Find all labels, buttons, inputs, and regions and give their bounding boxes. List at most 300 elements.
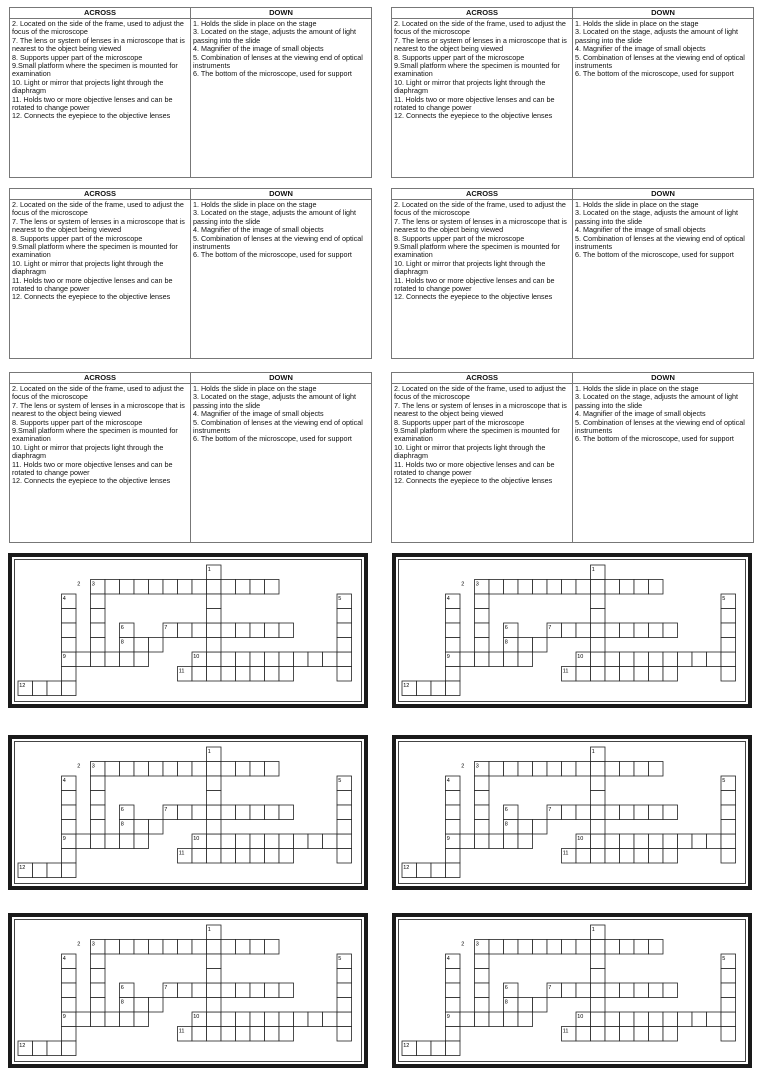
crossword-cell[interactable]	[163, 580, 178, 595]
crossword-cell[interactable]	[620, 805, 635, 820]
crossword-cell[interactable]	[721, 652, 736, 667]
crossword-cell[interactable]	[192, 849, 207, 864]
crossword-cell[interactable]	[236, 652, 251, 667]
crossword-cell[interactable]	[446, 791, 461, 806]
crossword-cell[interactable]	[446, 863, 461, 878]
crossword-cell[interactable]	[279, 834, 294, 849]
crossword-cell[interactable]	[446, 667, 461, 682]
crossword-cell[interactable]	[591, 954, 606, 969]
crossword-cell[interactable]	[337, 969, 352, 984]
crossword-cell[interactable]	[134, 820, 149, 835]
crossword-cell[interactable]	[207, 983, 222, 998]
crossword-cell[interactable]	[250, 849, 265, 864]
crossword-cell[interactable]	[721, 1012, 736, 1027]
crossword-cell[interactable]	[149, 762, 164, 777]
crossword-cell[interactable]	[620, 983, 635, 998]
crossword-cell[interactable]	[721, 834, 736, 849]
crossword-cell[interactable]	[518, 940, 533, 955]
crossword-cell[interactable]	[663, 1012, 678, 1027]
crossword-cell[interactable]	[207, 1027, 222, 1042]
crossword-cell[interactable]	[504, 1012, 519, 1027]
crossword-cell[interactable]	[721, 820, 736, 835]
crossword-cell[interactable]	[105, 652, 120, 667]
crossword-cell[interactable]	[149, 998, 164, 1013]
crossword-cell[interactable]	[337, 1027, 352, 1042]
crossword-cell[interactable]	[620, 1012, 635, 1027]
crossword-cell[interactable]	[76, 1012, 91, 1027]
crossword-cell[interactable]	[178, 940, 193, 955]
crossword-cell[interactable]	[33, 1041, 48, 1056]
crossword-cell[interactable]	[134, 580, 149, 595]
crossword-cell[interactable]	[605, 762, 620, 777]
crossword-cell[interactable]	[250, 805, 265, 820]
crossword-cell[interactable]	[605, 834, 620, 849]
crossword-cell[interactable]	[620, 1027, 635, 1042]
crossword-cell[interactable]	[562, 940, 577, 955]
crossword-cell[interactable]	[721, 983, 736, 998]
crossword-cell[interactable]	[605, 1012, 620, 1027]
crossword-cell[interactable]	[62, 983, 77, 998]
crossword-cell[interactable]	[605, 667, 620, 682]
crossword-cell[interactable]	[576, 983, 591, 998]
crossword-cell[interactable]	[591, 776, 606, 791]
crossword-cell[interactable]	[207, 762, 222, 777]
crossword-cell[interactable]	[47, 863, 62, 878]
crossword-cell[interactable]	[620, 762, 635, 777]
crossword-cell[interactable]	[178, 623, 193, 638]
crossword-cell[interactable]	[308, 834, 323, 849]
crossword-cell[interactable]	[91, 791, 106, 806]
crossword-cell[interactable]	[649, 667, 664, 682]
crossword-cell[interactable]	[250, 762, 265, 777]
crossword-cell[interactable]	[475, 969, 490, 984]
crossword-cell[interactable]	[207, 667, 222, 682]
crossword-cell[interactable]	[250, 580, 265, 595]
crossword-cell[interactable]	[663, 1027, 678, 1042]
crossword-cell[interactable]	[250, 1027, 265, 1042]
crossword-cell[interactable]	[649, 580, 664, 595]
crossword-cell[interactable]	[134, 638, 149, 653]
crossword-cell[interactable]	[446, 998, 461, 1013]
crossword-cell[interactable]	[337, 983, 352, 998]
crossword-cell[interactable]	[76, 834, 91, 849]
crossword-cell[interactable]	[678, 834, 693, 849]
crossword-cell[interactable]	[518, 998, 533, 1013]
crossword-cell[interactable]	[576, 1027, 591, 1042]
crossword-cell[interactable]	[446, 638, 461, 653]
crossword-cell[interactable]	[649, 983, 664, 998]
crossword-cell[interactable]	[134, 998, 149, 1013]
crossword-cell[interactable]	[91, 1012, 106, 1027]
crossword-cell[interactable]	[236, 667, 251, 682]
crossword-cell[interactable]	[163, 940, 178, 955]
crossword-cell[interactable]	[279, 983, 294, 998]
crossword-cell[interactable]	[192, 623, 207, 638]
crossword-cell[interactable]	[207, 594, 222, 609]
crossword-cell[interactable]	[105, 834, 120, 849]
crossword-cell[interactable]	[475, 983, 490, 998]
crossword-cell[interactable]	[207, 998, 222, 1013]
crossword-cell[interactable]	[707, 834, 722, 849]
crossword-cell[interactable]	[504, 940, 519, 955]
crossword-cell[interactable]	[178, 762, 193, 777]
crossword-cell[interactable]	[504, 580, 519, 595]
crossword-cell[interactable]	[591, 1012, 606, 1027]
crossword-cell[interactable]	[221, 580, 236, 595]
crossword-cell[interactable]	[250, 652, 265, 667]
crossword-cell[interactable]	[337, 667, 352, 682]
crossword-cell[interactable]	[294, 652, 309, 667]
crossword-cell[interactable]	[105, 762, 120, 777]
crossword-cell[interactable]	[576, 580, 591, 595]
crossword-cell[interactable]	[605, 1027, 620, 1042]
crossword-cell[interactable]	[692, 652, 707, 667]
crossword-cell[interactable]	[33, 863, 48, 878]
crossword-cell[interactable]	[221, 667, 236, 682]
crossword-cell[interactable]	[446, 969, 461, 984]
crossword-cell[interactable]	[446, 623, 461, 638]
crossword-cell[interactable]	[663, 849, 678, 864]
crossword-cell[interactable]	[475, 954, 490, 969]
crossword-cell[interactable]	[634, 652, 649, 667]
crossword-cell[interactable]	[576, 762, 591, 777]
crossword-cell[interactable]	[337, 1012, 352, 1027]
crossword-cell[interactable]	[236, 1027, 251, 1042]
crossword-cell[interactable]	[446, 805, 461, 820]
crossword-cell[interactable]	[620, 623, 635, 638]
crossword-cell[interactable]	[576, 849, 591, 864]
crossword-cell[interactable]	[308, 1012, 323, 1027]
crossword-cell[interactable]	[62, 969, 77, 984]
crossword-cell[interactable]	[562, 580, 577, 595]
crossword-cell[interactable]	[308, 652, 323, 667]
crossword-cell[interactable]	[62, 791, 77, 806]
crossword-cell[interactable]	[207, 652, 222, 667]
crossword-cell[interactable]	[120, 580, 135, 595]
crossword-cell[interactable]	[591, 820, 606, 835]
crossword-cell[interactable]	[634, 1027, 649, 1042]
crossword-cell[interactable]	[265, 805, 280, 820]
crossword-cell[interactable]	[475, 623, 490, 638]
crossword-cell[interactable]	[279, 849, 294, 864]
crossword-cell[interactable]	[221, 983, 236, 998]
crossword-cell[interactable]	[721, 638, 736, 653]
crossword-cell[interactable]	[265, 623, 280, 638]
crossword-cell[interactable]	[489, 1012, 504, 1027]
crossword-cell[interactable]	[649, 805, 664, 820]
crossword-cell[interactable]	[446, 849, 461, 864]
crossword-cell[interactable]	[721, 623, 736, 638]
crossword-cell[interactable]	[178, 580, 193, 595]
crossword-cell[interactable]	[489, 940, 504, 955]
crossword-cell[interactable]	[250, 940, 265, 955]
crossword-cell[interactable]	[446, 1041, 461, 1056]
crossword-cell[interactable]	[489, 762, 504, 777]
crossword-cell[interactable]	[221, 805, 236, 820]
crossword-cell[interactable]	[221, 652, 236, 667]
crossword-cell[interactable]	[337, 609, 352, 624]
crossword-cell[interactable]	[504, 834, 519, 849]
crossword-cell[interactable]	[591, 623, 606, 638]
crossword-cell[interactable]	[207, 776, 222, 791]
crossword-cell[interactable]	[337, 820, 352, 835]
crossword-cell[interactable]	[591, 667, 606, 682]
crossword-cell[interactable]	[91, 820, 106, 835]
crossword-cell[interactable]	[605, 652, 620, 667]
crossword-cell[interactable]	[192, 805, 207, 820]
crossword-cell[interactable]	[576, 623, 591, 638]
crossword-cell[interactable]	[533, 998, 548, 1013]
crossword-cell[interactable]	[236, 580, 251, 595]
crossword-cell[interactable]	[91, 805, 106, 820]
crossword-cell[interactable]	[489, 834, 504, 849]
crossword-cell[interactable]	[605, 940, 620, 955]
crossword-cell[interactable]	[337, 805, 352, 820]
crossword-cell[interactable]	[62, 667, 77, 682]
crossword-cell[interactable]	[265, 849, 280, 864]
crossword-cell[interactable]	[91, 998, 106, 1013]
crossword-cell[interactable]	[178, 805, 193, 820]
crossword-cell[interactable]	[236, 805, 251, 820]
crossword-cell[interactable]	[591, 1027, 606, 1042]
crossword-cell[interactable]	[649, 652, 664, 667]
crossword-cell[interactable]	[591, 652, 606, 667]
crossword-cell[interactable]	[721, 849, 736, 864]
crossword-cell[interactable]	[207, 638, 222, 653]
crossword-cell[interactable]	[649, 623, 664, 638]
crossword-cell[interactable]	[475, 805, 490, 820]
crossword-cell[interactable]	[265, 1027, 280, 1042]
crossword-cell[interactable]	[634, 940, 649, 955]
crossword-cell[interactable]	[678, 652, 693, 667]
crossword-cell[interactable]	[250, 834, 265, 849]
crossword-cell[interactable]	[518, 762, 533, 777]
crossword-cell[interactable]	[250, 983, 265, 998]
crossword-cell[interactable]	[475, 834, 490, 849]
crossword-cell[interactable]	[620, 834, 635, 849]
crossword-cell[interactable]	[562, 762, 577, 777]
crossword-cell[interactable]	[591, 940, 606, 955]
crossword-cell[interactable]	[591, 834, 606, 849]
crossword-cell[interactable]	[489, 652, 504, 667]
crossword-cell[interactable]	[192, 667, 207, 682]
crossword-cell[interactable]	[518, 820, 533, 835]
crossword-cell[interactable]	[178, 983, 193, 998]
crossword-cell[interactable]	[207, 1012, 222, 1027]
crossword-cell[interactable]	[634, 623, 649, 638]
crossword-cell[interactable]	[337, 638, 352, 653]
crossword-cell[interactable]	[265, 940, 280, 955]
crossword-cell[interactable]	[649, 834, 664, 849]
crossword-cell[interactable]	[250, 623, 265, 638]
crossword-cell[interactable]	[265, 834, 280, 849]
crossword-cell[interactable]	[279, 805, 294, 820]
crossword-cell[interactable]	[475, 638, 490, 653]
crossword-cell[interactable]	[475, 1012, 490, 1027]
crossword-cell[interactable]	[323, 834, 338, 849]
crossword-cell[interactable]	[149, 580, 164, 595]
crossword-cell[interactable]	[207, 849, 222, 864]
crossword-cell[interactable]	[337, 834, 352, 849]
crossword-cell[interactable]	[431, 863, 446, 878]
crossword-cell[interactable]	[591, 594, 606, 609]
crossword-cell[interactable]	[634, 983, 649, 998]
crossword-cell[interactable]	[431, 681, 446, 696]
crossword-cell[interactable]	[460, 652, 475, 667]
crossword-cell[interactable]	[134, 762, 149, 777]
crossword-cell[interactable]	[192, 580, 207, 595]
crossword-cell[interactable]	[663, 834, 678, 849]
crossword-cell[interactable]	[533, 820, 548, 835]
crossword-cell[interactable]	[134, 652, 149, 667]
crossword-cell[interactable]	[134, 834, 149, 849]
crossword-cell[interactable]	[91, 983, 106, 998]
crossword-cell[interactable]	[221, 834, 236, 849]
crossword-cell[interactable]	[649, 1027, 664, 1042]
crossword-cell[interactable]	[265, 762, 280, 777]
crossword-cell[interactable]	[417, 681, 432, 696]
crossword-cell[interactable]	[207, 580, 222, 595]
crossword-cell[interactable]	[236, 1012, 251, 1027]
crossword-cell[interactable]	[91, 776, 106, 791]
crossword-cell[interactable]	[265, 667, 280, 682]
crossword-cell[interactable]	[620, 580, 635, 595]
crossword-cell[interactable]	[120, 940, 135, 955]
crossword-cell[interactable]	[279, 623, 294, 638]
crossword-cell[interactable]	[620, 940, 635, 955]
crossword-cell[interactable]	[236, 623, 251, 638]
crossword-cell[interactable]	[279, 667, 294, 682]
crossword-cell[interactable]	[221, 849, 236, 864]
crossword-cell[interactable]	[62, 681, 77, 696]
crossword-cell[interactable]	[475, 820, 490, 835]
crossword-cell[interactable]	[62, 820, 77, 835]
crossword-cell[interactable]	[279, 652, 294, 667]
crossword-cell[interactable]	[120, 1012, 135, 1027]
crossword-cell[interactable]	[649, 762, 664, 777]
crossword-cell[interactable]	[120, 834, 135, 849]
crossword-cell[interactable]	[518, 652, 533, 667]
crossword-cell[interactable]	[721, 805, 736, 820]
crossword-cell[interactable]	[192, 940, 207, 955]
crossword-cell[interactable]	[446, 1027, 461, 1042]
crossword-cell[interactable]	[62, 609, 77, 624]
crossword-cell[interactable]	[91, 834, 106, 849]
crossword-cell[interactable]	[721, 667, 736, 682]
crossword-cell[interactable]	[207, 834, 222, 849]
crossword-cell[interactable]	[62, 1027, 77, 1042]
crossword-cell[interactable]	[562, 983, 577, 998]
crossword-cell[interactable]	[236, 983, 251, 998]
crossword-cell[interactable]	[663, 623, 678, 638]
crossword-cell[interactable]	[591, 762, 606, 777]
crossword-cell[interactable]	[591, 791, 606, 806]
crossword-cell[interactable]	[207, 609, 222, 624]
crossword-cell[interactable]	[265, 983, 280, 998]
crossword-cell[interactable]	[504, 762, 519, 777]
crossword-cell[interactable]	[431, 1041, 446, 1056]
crossword-cell[interactable]	[207, 820, 222, 835]
crossword-cell[interactable]	[620, 652, 635, 667]
crossword-cell[interactable]	[236, 849, 251, 864]
crossword-cell[interactable]	[446, 609, 461, 624]
crossword-cell[interactable]	[62, 805, 77, 820]
crossword-cell[interactable]	[265, 652, 280, 667]
crossword-cell[interactable]	[265, 580, 280, 595]
crossword-cell[interactable]	[663, 652, 678, 667]
crossword-cell[interactable]	[504, 652, 519, 667]
crossword-cell[interactable]	[221, 762, 236, 777]
crossword-cell[interactable]	[294, 834, 309, 849]
crossword-cell[interactable]	[337, 998, 352, 1013]
crossword-cell[interactable]	[605, 849, 620, 864]
crossword-cell[interactable]	[634, 762, 649, 777]
crossword-cell[interactable]	[634, 805, 649, 820]
crossword-cell[interactable]	[446, 820, 461, 835]
crossword-cell[interactable]	[446, 983, 461, 998]
crossword-cell[interactable]	[721, 1027, 736, 1042]
crossword-cell[interactable]	[460, 834, 475, 849]
crossword-cell[interactable]	[605, 580, 620, 595]
crossword-cell[interactable]	[518, 834, 533, 849]
crossword-cell[interactable]	[221, 623, 236, 638]
crossword-cell[interactable]	[207, 623, 222, 638]
crossword-cell[interactable]	[294, 1012, 309, 1027]
crossword-cell[interactable]	[533, 762, 548, 777]
crossword-cell[interactable]	[562, 623, 577, 638]
crossword-cell[interactable]	[207, 969, 222, 984]
crossword-cell[interactable]	[620, 667, 635, 682]
crossword-cell[interactable]	[475, 791, 490, 806]
crossword-cell[interactable]	[91, 594, 106, 609]
crossword-cell[interactable]	[707, 1012, 722, 1027]
crossword-cell[interactable]	[323, 1012, 338, 1027]
crossword-cell[interactable]	[620, 849, 635, 864]
crossword-cell[interactable]	[547, 940, 562, 955]
crossword-cell[interactable]	[62, 849, 77, 864]
crossword-cell[interactable]	[518, 580, 533, 595]
crossword-cell[interactable]	[192, 983, 207, 998]
crossword-cell[interactable]	[91, 609, 106, 624]
crossword-cell[interactable]	[678, 1012, 693, 1027]
crossword-cell[interactable]	[250, 667, 265, 682]
crossword-cell[interactable]	[221, 940, 236, 955]
crossword-cell[interactable]	[721, 969, 736, 984]
crossword-cell[interactable]	[221, 1027, 236, 1042]
crossword-cell[interactable]	[475, 609, 490, 624]
crossword-cell[interactable]	[533, 638, 548, 653]
crossword-cell[interactable]	[591, 998, 606, 1013]
crossword-cell[interactable]	[591, 638, 606, 653]
crossword-cell[interactable]	[163, 762, 178, 777]
crossword-cell[interactable]	[236, 762, 251, 777]
crossword-cell[interactable]	[279, 1027, 294, 1042]
crossword-cell[interactable]	[605, 623, 620, 638]
crossword-cell[interactable]	[547, 580, 562, 595]
crossword-cell[interactable]	[62, 998, 77, 1013]
crossword-cell[interactable]	[562, 805, 577, 820]
crossword-cell[interactable]	[91, 623, 106, 638]
crossword-cell[interactable]	[692, 834, 707, 849]
crossword-cell[interactable]	[649, 940, 664, 955]
crossword-cell[interactable]	[76, 652, 91, 667]
crossword-cell[interactable]	[634, 580, 649, 595]
crossword-cell[interactable]	[62, 863, 77, 878]
crossword-cell[interactable]	[591, 580, 606, 595]
crossword-cell[interactable]	[323, 652, 338, 667]
crossword-cell[interactable]	[207, 791, 222, 806]
crossword-cell[interactable]	[33, 681, 48, 696]
